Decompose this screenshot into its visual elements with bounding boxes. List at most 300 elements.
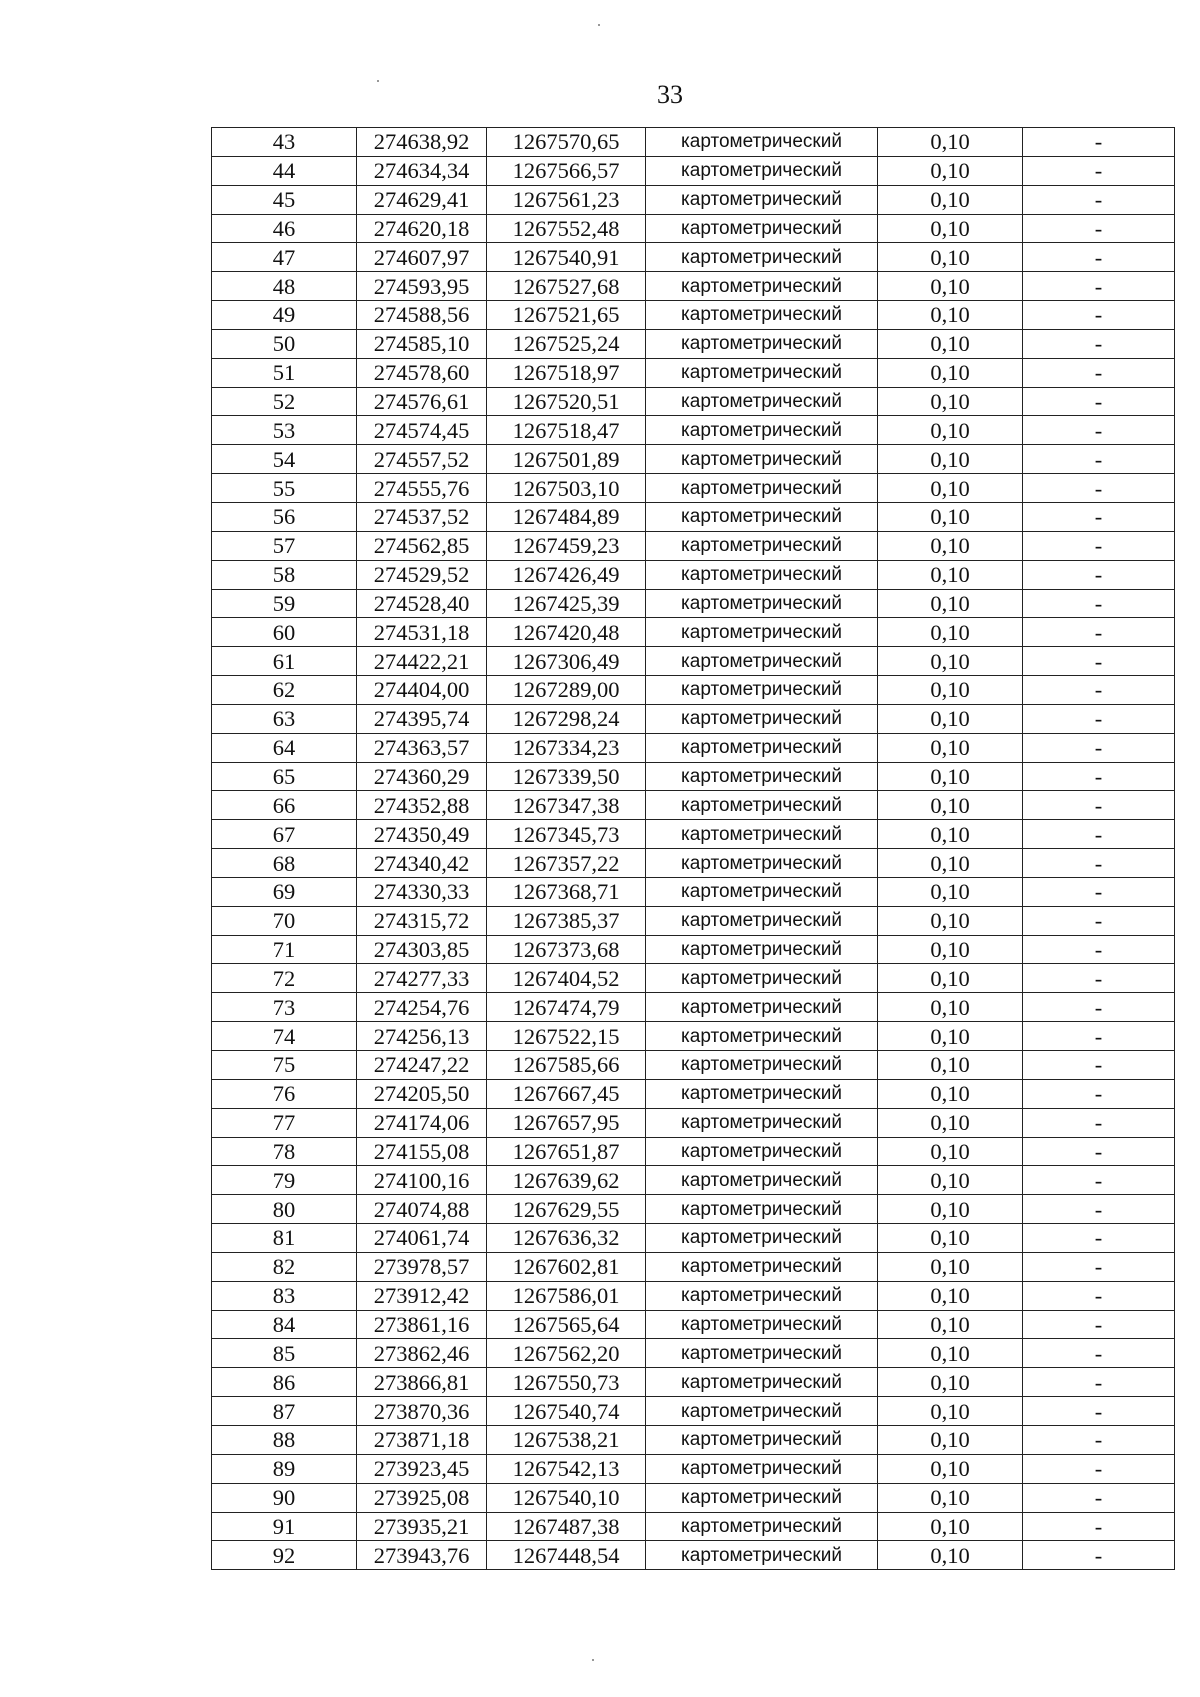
note-cell: - xyxy=(1023,762,1175,791)
y-coordinate-cell: 1267552,48 xyxy=(487,214,646,243)
accuracy-cell: 0,10 xyxy=(878,474,1023,503)
table-row xyxy=(212,128,1175,157)
table-row xyxy=(212,1454,1175,1483)
x-coordinate-cell: 274155,08 xyxy=(357,1137,487,1166)
x-coordinate-cell: 274531,18 xyxy=(357,618,487,647)
table-row xyxy=(212,935,1175,964)
y-coordinate-cell: 1267448,54 xyxy=(487,1541,646,1570)
note-cell: - xyxy=(1023,1079,1175,1108)
accuracy-cell: 0,10 xyxy=(878,301,1023,330)
point-number-cell: 81 xyxy=(212,1224,357,1253)
point-number-cell: 62 xyxy=(212,676,357,705)
y-coordinate-cell: 1267345,73 xyxy=(487,820,646,849)
table-row xyxy=(212,1224,1175,1253)
point-number-cell: 82 xyxy=(212,1252,357,1281)
note-cell: - xyxy=(1023,128,1175,157)
note-cell: - xyxy=(1023,416,1175,445)
note-cell: - xyxy=(1023,1483,1175,1512)
note-cell: - xyxy=(1023,474,1175,503)
method-cell: картометрический xyxy=(646,964,878,993)
method-cell: картометрический xyxy=(646,1483,878,1512)
accuracy-cell: 0,10 xyxy=(878,1022,1023,1051)
method-cell: картометрический xyxy=(646,1425,878,1454)
method-cell: картометрический xyxy=(646,1224,878,1253)
y-coordinate-cell: 1267639,62 xyxy=(487,1166,646,1195)
method-cell: картометрический xyxy=(646,1079,878,1108)
method-cell: картометрический xyxy=(646,329,878,358)
accuracy-cell: 0,10 xyxy=(878,1079,1023,1108)
x-coordinate-cell: 274638,92 xyxy=(357,128,487,157)
accuracy-cell: 0,10 xyxy=(878,1454,1023,1483)
point-number-cell: 72 xyxy=(212,964,357,993)
note-cell: - xyxy=(1023,560,1175,589)
accuracy-cell: 0,10 xyxy=(878,1483,1023,1512)
method-cell: картометрический xyxy=(646,935,878,964)
y-coordinate-cell: 1267518,47 xyxy=(487,416,646,445)
x-coordinate-cell: 274303,85 xyxy=(357,935,487,964)
accuracy-cell: 0,10 xyxy=(878,733,1023,762)
method-cell: картометрический xyxy=(646,128,878,157)
method-cell: картометрический xyxy=(646,1195,878,1224)
table-row xyxy=(212,1195,1175,1224)
point-number-cell: 70 xyxy=(212,906,357,935)
x-coordinate-cell: 274315,72 xyxy=(357,906,487,935)
accuracy-cell: 0,10 xyxy=(878,272,1023,301)
method-cell: картометрический xyxy=(646,474,878,503)
point-number-cell: 83 xyxy=(212,1281,357,1310)
note-cell: - xyxy=(1023,156,1175,185)
table-row xyxy=(212,416,1175,445)
x-coordinate-cell: 273861,16 xyxy=(357,1310,487,1339)
accuracy-cell: 0,10 xyxy=(878,1137,1023,1166)
accuracy-cell: 0,10 xyxy=(878,358,1023,387)
method-cell: картометрический xyxy=(646,358,878,387)
y-coordinate-cell: 1267501,89 xyxy=(487,445,646,474)
table-row xyxy=(212,762,1175,791)
x-coordinate-cell: 274585,10 xyxy=(357,329,487,358)
table-row xyxy=(212,1022,1175,1051)
table-row xyxy=(212,502,1175,531)
accuracy-cell: 0,10 xyxy=(878,1166,1023,1195)
point-number-cell: 71 xyxy=(212,935,357,964)
y-coordinate-cell: 1267651,87 xyxy=(487,1137,646,1166)
method-cell: картометрический xyxy=(646,906,878,935)
method-cell: картометрический xyxy=(646,156,878,185)
note-cell: - xyxy=(1023,791,1175,820)
accuracy-cell: 0,10 xyxy=(878,1281,1023,1310)
table-row xyxy=(212,1108,1175,1137)
point-number-cell: 73 xyxy=(212,993,357,1022)
accuracy-cell: 0,10 xyxy=(878,445,1023,474)
accuracy-cell: 0,10 xyxy=(878,791,1023,820)
method-cell: картометрический xyxy=(646,1108,878,1137)
y-coordinate-cell: 1267540,10 xyxy=(487,1483,646,1512)
y-coordinate-cell: 1267538,21 xyxy=(487,1425,646,1454)
scan-speck xyxy=(592,1659,594,1661)
accuracy-cell: 0,10 xyxy=(878,877,1023,906)
note-cell: - xyxy=(1023,704,1175,733)
x-coordinate-cell: 274256,13 xyxy=(357,1022,487,1051)
y-coordinate-cell: 1267550,73 xyxy=(487,1368,646,1397)
point-number-cell: 76 xyxy=(212,1079,357,1108)
note-cell: - xyxy=(1023,1137,1175,1166)
accuracy-cell: 0,10 xyxy=(878,1512,1023,1541)
method-cell: картометрический xyxy=(646,387,878,416)
accuracy-cell: 0,10 xyxy=(878,1541,1023,1570)
y-coordinate-cell: 1267373,68 xyxy=(487,935,646,964)
table-row xyxy=(212,733,1175,762)
y-coordinate-cell: 1267404,52 xyxy=(487,964,646,993)
note-cell: - xyxy=(1023,993,1175,1022)
accuracy-cell: 0,10 xyxy=(878,1224,1023,1253)
x-coordinate-cell: 274205,50 xyxy=(357,1079,487,1108)
point-number-cell: 63 xyxy=(212,704,357,733)
method-cell: картометрический xyxy=(646,676,878,705)
note-cell: - xyxy=(1023,1051,1175,1080)
y-coordinate-cell: 1267540,74 xyxy=(487,1397,646,1426)
table-row xyxy=(212,301,1175,330)
table-row xyxy=(212,1339,1175,1368)
method-cell: картометрический xyxy=(646,1310,878,1339)
point-number-cell: 67 xyxy=(212,820,357,849)
y-coordinate-cell: 1267562,20 xyxy=(487,1339,646,1368)
accuracy-cell: 0,10 xyxy=(878,1425,1023,1454)
y-coordinate-cell: 1267347,38 xyxy=(487,791,646,820)
x-coordinate-cell: 274588,56 xyxy=(357,301,487,330)
method-cell: картометрический xyxy=(646,647,878,676)
note-cell: - xyxy=(1023,1512,1175,1541)
x-coordinate-cell: 274576,61 xyxy=(357,387,487,416)
accuracy-cell: 0,10 xyxy=(878,906,1023,935)
point-number-cell: 75 xyxy=(212,1051,357,1080)
point-number-cell: 55 xyxy=(212,474,357,503)
x-coordinate-cell: 274578,60 xyxy=(357,358,487,387)
y-coordinate-cell: 1267561,23 xyxy=(487,185,646,214)
x-coordinate-cell: 273978,57 xyxy=(357,1252,487,1281)
table-row xyxy=(212,1397,1175,1426)
y-coordinate-cell: 1267629,55 xyxy=(487,1195,646,1224)
method-cell: картометрический xyxy=(646,1137,878,1166)
accuracy-cell: 0,10 xyxy=(878,531,1023,560)
accuracy-cell: 0,10 xyxy=(878,560,1023,589)
method-cell: картометрический xyxy=(646,416,878,445)
note-cell: - xyxy=(1023,964,1175,993)
table-row xyxy=(212,791,1175,820)
note-cell: - xyxy=(1023,1252,1175,1281)
y-coordinate-cell: 1267289,00 xyxy=(487,676,646,705)
point-number-cell: 74 xyxy=(212,1022,357,1051)
method-cell: картометрический xyxy=(646,704,878,733)
method-cell: картометрический xyxy=(646,820,878,849)
y-coordinate-cell: 1267426,49 xyxy=(487,560,646,589)
table-row xyxy=(212,1541,1175,1570)
point-number-cell: 60 xyxy=(212,618,357,647)
note-cell: - xyxy=(1023,1108,1175,1137)
note-cell: - xyxy=(1023,1541,1175,1570)
point-number-cell: 51 xyxy=(212,358,357,387)
x-coordinate-cell: 274562,85 xyxy=(357,531,487,560)
point-number-cell: 69 xyxy=(212,877,357,906)
x-coordinate-cell: 274247,22 xyxy=(357,1051,487,1080)
accuracy-cell: 0,10 xyxy=(878,214,1023,243)
x-coordinate-cell: 274174,06 xyxy=(357,1108,487,1137)
accuracy-cell: 0,10 xyxy=(878,589,1023,618)
point-number-cell: 45 xyxy=(212,185,357,214)
accuracy-cell: 0,10 xyxy=(878,1310,1023,1339)
method-cell: картометрический xyxy=(646,1281,878,1310)
point-number-cell: 85 xyxy=(212,1339,357,1368)
y-coordinate-cell: 1267602,81 xyxy=(487,1252,646,1281)
table-row xyxy=(212,877,1175,906)
x-coordinate-cell: 274634,34 xyxy=(357,156,487,185)
y-coordinate-cell: 1267586,01 xyxy=(487,1281,646,1310)
note-cell: - xyxy=(1023,1281,1175,1310)
y-coordinate-cell: 1267459,23 xyxy=(487,531,646,560)
table-row xyxy=(212,849,1175,878)
y-coordinate-cell: 1267521,65 xyxy=(487,301,646,330)
x-coordinate-cell: 273870,36 xyxy=(357,1397,487,1426)
note-cell: - xyxy=(1023,676,1175,705)
accuracy-cell: 0,10 xyxy=(878,993,1023,1022)
note-cell: - xyxy=(1023,877,1175,906)
x-coordinate-cell: 274555,76 xyxy=(357,474,487,503)
x-coordinate-cell: 273923,45 xyxy=(357,1454,487,1483)
x-coordinate-cell: 274360,29 xyxy=(357,762,487,791)
table-row xyxy=(212,156,1175,185)
x-coordinate-cell: 273943,76 xyxy=(357,1541,487,1570)
x-coordinate-cell: 274061,74 xyxy=(357,1224,487,1253)
x-coordinate-cell: 274363,57 xyxy=(357,733,487,762)
table-body xyxy=(212,128,1175,1570)
method-cell: картометрический xyxy=(646,502,878,531)
point-number-cell: 65 xyxy=(212,762,357,791)
accuracy-cell: 0,10 xyxy=(878,185,1023,214)
y-coordinate-cell: 1267522,15 xyxy=(487,1022,646,1051)
x-coordinate-cell: 274537,52 xyxy=(357,502,487,531)
table-row xyxy=(212,560,1175,589)
note-cell: - xyxy=(1023,1368,1175,1397)
accuracy-cell: 0,10 xyxy=(878,762,1023,791)
note-cell: - xyxy=(1023,1224,1175,1253)
accuracy-cell: 0,10 xyxy=(878,156,1023,185)
point-number-cell: 77 xyxy=(212,1108,357,1137)
accuracy-cell: 0,10 xyxy=(878,964,1023,993)
method-cell: картометрический xyxy=(646,791,878,820)
table-row xyxy=(212,1166,1175,1195)
scan-speck xyxy=(598,24,600,26)
x-coordinate-cell: 274593,95 xyxy=(357,272,487,301)
accuracy-cell: 0,10 xyxy=(878,1195,1023,1224)
point-number-cell: 91 xyxy=(212,1512,357,1541)
note-cell: - xyxy=(1023,329,1175,358)
table-row xyxy=(212,1483,1175,1512)
accuracy-cell: 0,10 xyxy=(878,128,1023,157)
method-cell: картометрический xyxy=(646,1339,878,1368)
method-cell: картометрический xyxy=(646,560,878,589)
accuracy-cell: 0,10 xyxy=(878,849,1023,878)
accuracy-cell: 0,10 xyxy=(878,1252,1023,1281)
accuracy-cell: 0,10 xyxy=(878,1397,1023,1426)
table-row xyxy=(212,358,1175,387)
point-number-cell: 54 xyxy=(212,445,357,474)
table-row xyxy=(212,243,1175,272)
x-coordinate-cell: 274395,74 xyxy=(357,704,487,733)
y-coordinate-cell: 1267357,22 xyxy=(487,849,646,878)
x-coordinate-cell: 274352,88 xyxy=(357,791,487,820)
x-coordinate-cell: 274529,52 xyxy=(357,560,487,589)
point-number-cell: 47 xyxy=(212,243,357,272)
note-cell: - xyxy=(1023,589,1175,618)
table-row xyxy=(212,1079,1175,1108)
x-coordinate-cell: 274330,33 xyxy=(357,877,487,906)
y-coordinate-cell: 1267518,97 xyxy=(487,358,646,387)
note-cell: - xyxy=(1023,733,1175,762)
point-number-cell: 61 xyxy=(212,647,357,676)
note-cell: - xyxy=(1023,647,1175,676)
table-row xyxy=(212,906,1175,935)
point-number-cell: 79 xyxy=(212,1166,357,1195)
table-row xyxy=(212,1281,1175,1310)
table-row xyxy=(212,1252,1175,1281)
method-cell: картометрический xyxy=(646,733,878,762)
table-row xyxy=(212,329,1175,358)
point-number-cell: 80 xyxy=(212,1195,357,1224)
x-coordinate-cell: 273871,18 xyxy=(357,1425,487,1454)
point-number-cell: 66 xyxy=(212,791,357,820)
point-number-cell: 64 xyxy=(212,733,357,762)
x-coordinate-cell: 274277,33 xyxy=(357,964,487,993)
note-cell: - xyxy=(1023,531,1175,560)
method-cell: картометрический xyxy=(646,877,878,906)
y-coordinate-cell: 1267667,45 xyxy=(487,1079,646,1108)
note-cell: - xyxy=(1023,1454,1175,1483)
x-coordinate-cell: 274404,00 xyxy=(357,676,487,705)
x-coordinate-cell: 274350,49 xyxy=(357,820,487,849)
table-row xyxy=(212,387,1175,416)
accuracy-cell: 0,10 xyxy=(878,502,1023,531)
x-coordinate-cell: 274574,45 xyxy=(357,416,487,445)
table-row xyxy=(212,1512,1175,1541)
accuracy-cell: 0,10 xyxy=(878,676,1023,705)
table-row xyxy=(212,1137,1175,1166)
accuracy-cell: 0,10 xyxy=(878,416,1023,445)
note-cell: - xyxy=(1023,272,1175,301)
accuracy-cell: 0,10 xyxy=(878,243,1023,272)
accuracy-cell: 0,10 xyxy=(878,1368,1023,1397)
table-row xyxy=(212,589,1175,618)
method-cell: картометрический xyxy=(646,185,878,214)
method-cell: картометрический xyxy=(646,531,878,560)
accuracy-cell: 0,10 xyxy=(878,1108,1023,1137)
point-number-cell: 50 xyxy=(212,329,357,358)
y-coordinate-cell: 1267339,50 xyxy=(487,762,646,791)
x-coordinate-cell: 274607,97 xyxy=(357,243,487,272)
point-number-cell: 52 xyxy=(212,387,357,416)
x-coordinate-cell: 273866,81 xyxy=(357,1368,487,1397)
point-number-cell: 59 xyxy=(212,589,357,618)
note-cell: - xyxy=(1023,1397,1175,1426)
point-number-cell: 68 xyxy=(212,849,357,878)
method-cell: картометрический xyxy=(646,445,878,474)
x-coordinate-cell: 274422,21 xyxy=(357,647,487,676)
table-row xyxy=(212,647,1175,676)
x-coordinate-cell: 274629,41 xyxy=(357,185,487,214)
note-cell: - xyxy=(1023,1339,1175,1368)
table-row xyxy=(212,214,1175,243)
accuracy-cell: 0,10 xyxy=(878,935,1023,964)
note-cell: - xyxy=(1023,1195,1175,1224)
method-cell: картометрический xyxy=(646,1368,878,1397)
method-cell: картометрический xyxy=(646,1541,878,1570)
table-row xyxy=(212,1425,1175,1454)
page-number: 33 xyxy=(657,80,683,109)
point-number-cell: 48 xyxy=(212,272,357,301)
method-cell: картометрический xyxy=(646,1454,878,1483)
point-number-cell: 92 xyxy=(212,1541,357,1570)
x-coordinate-cell: 273935,21 xyxy=(357,1512,487,1541)
y-coordinate-cell: 1267385,37 xyxy=(487,906,646,935)
table-row xyxy=(212,185,1175,214)
point-number-cell: 44 xyxy=(212,156,357,185)
x-coordinate-cell: 274074,88 xyxy=(357,1195,487,1224)
method-cell: картометрический xyxy=(646,1397,878,1426)
y-coordinate-cell: 1267334,23 xyxy=(487,733,646,762)
method-cell: картометрический xyxy=(646,1512,878,1541)
note-cell: - xyxy=(1023,243,1175,272)
method-cell: картометрический xyxy=(646,1022,878,1051)
table-row xyxy=(212,964,1175,993)
y-coordinate-cell: 1267636,32 xyxy=(487,1224,646,1253)
table-row xyxy=(212,272,1175,301)
x-coordinate-cell: 273862,46 xyxy=(357,1339,487,1368)
note-cell: - xyxy=(1023,301,1175,330)
x-coordinate-cell: 274254,76 xyxy=(357,993,487,1022)
y-coordinate-cell: 1267540,91 xyxy=(487,243,646,272)
table-row xyxy=(212,676,1175,705)
point-number-cell: 86 xyxy=(212,1368,357,1397)
point-number-cell: 84 xyxy=(212,1310,357,1339)
method-cell: картометрический xyxy=(646,762,878,791)
accuracy-cell: 0,10 xyxy=(878,1339,1023,1368)
point-number-cell: 87 xyxy=(212,1397,357,1426)
method-cell: картометрический xyxy=(646,589,878,618)
table-row xyxy=(212,474,1175,503)
y-coordinate-cell: 1267503,10 xyxy=(487,474,646,503)
x-coordinate-cell: 274557,52 xyxy=(357,445,487,474)
method-cell: картометрический xyxy=(646,1252,878,1281)
y-coordinate-cell: 1267420,48 xyxy=(487,618,646,647)
table-row xyxy=(212,1310,1175,1339)
note-cell: - xyxy=(1023,1425,1175,1454)
method-cell: картометрический xyxy=(646,1166,878,1195)
note-cell: - xyxy=(1023,445,1175,474)
point-number-cell: 58 xyxy=(212,560,357,589)
point-number-cell: 56 xyxy=(212,502,357,531)
y-coordinate-cell: 1267425,39 xyxy=(487,589,646,618)
method-cell: картометрический xyxy=(646,849,878,878)
accuracy-cell: 0,10 xyxy=(878,618,1023,647)
method-cell: картометрический xyxy=(646,272,878,301)
x-coordinate-cell: 274528,40 xyxy=(357,589,487,618)
accuracy-cell: 0,10 xyxy=(878,820,1023,849)
note-cell: - xyxy=(1023,1310,1175,1339)
y-coordinate-cell: 1267585,66 xyxy=(487,1051,646,1080)
accuracy-cell: 0,10 xyxy=(878,1051,1023,1080)
table-row xyxy=(212,1051,1175,1080)
note-cell: - xyxy=(1023,1166,1175,1195)
x-coordinate-cell: 273925,08 xyxy=(357,1483,487,1512)
note-cell: - xyxy=(1023,849,1175,878)
